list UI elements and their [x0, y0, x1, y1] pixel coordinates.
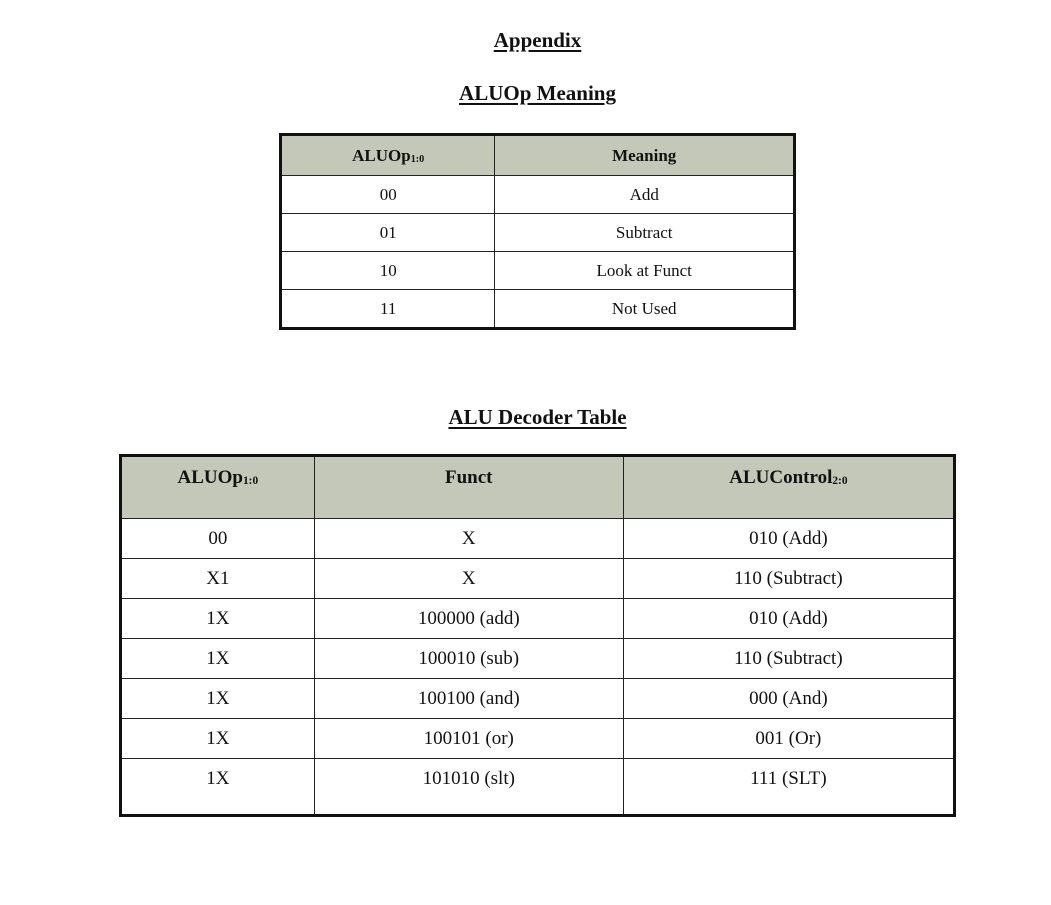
aluop-cell: 11 — [281, 290, 495, 329]
table-row — [121, 519, 955, 559]
aluop-cell: 1X — [121, 679, 315, 719]
table-row — [121, 559, 955, 599]
aluop-column-header — [121, 456, 315, 519]
alu-decoder-table — [119, 454, 956, 817]
aluop-header-label: ALUOp — [352, 145, 411, 165]
meaning-cell: Subtract — [495, 214, 795, 252]
aluop-cell: 10 — [281, 252, 495, 290]
table-row — [121, 719, 955, 759]
aluop-header-label: ALUOp — [177, 467, 243, 488]
aluop-cell: 1X — [121, 719, 315, 759]
alucontrol-header-subscript: 2:0 — [832, 475, 848, 487]
alucontrol-cell: 111 (SLT) — [623, 759, 954, 816]
funct-cell: 100101 (or) — [314, 719, 623, 759]
table-row — [281, 290, 795, 329]
meaning-cell: Look at Funct — [495, 252, 795, 290]
aluop-cell: 1X — [121, 639, 315, 679]
table-row — [121, 679, 955, 719]
alucontrol-cell: 110 (Subtract) — [623, 559, 954, 599]
alucontrol-column-header — [623, 456, 954, 519]
aluop-header-subscript: 1:0 — [410, 153, 425, 165]
aluop-cell: 1X — [121, 599, 315, 639]
table-row — [281, 252, 795, 290]
alucontrol-cell: 000 (And) — [623, 679, 954, 719]
alucontrol-header-label: ALUControl — [729, 467, 833, 488]
table-header-row — [121, 456, 955, 519]
meaning-cell: Add — [495, 176, 795, 214]
aluop-header-subscript: 1:0 — [242, 475, 259, 487]
table-row — [121, 759, 955, 816]
funct-cell: X — [314, 519, 623, 559]
alucontrol-cell: 010 (Add) — [623, 519, 954, 559]
table-row — [121, 599, 955, 639]
table-header-row — [281, 135, 795, 176]
table-row — [281, 176, 795, 214]
aluop-meaning-title: ALUOp Meaning — [459, 81, 616, 105]
funct-cell: 101010 (slt) — [314, 759, 623, 816]
funct-cell: 100000 (add) — [314, 599, 623, 639]
aluop-cell: 00 — [281, 176, 495, 214]
aluop-meaning-table — [279, 133, 796, 330]
meaning-column-header: Meaning — [495, 135, 795, 176]
alucontrol-cell: 010 (Add) — [623, 599, 954, 639]
aluop-cell: 00 — [121, 519, 315, 559]
table-row — [121, 639, 955, 679]
funct-column-header: Funct — [314, 456, 623, 519]
meaning-cell: Not Used — [495, 290, 795, 329]
alucontrol-cell: 110 (Subtract) — [623, 639, 954, 679]
appendix-title: Appendix — [493, 28, 582, 52]
funct-cell: X — [314, 559, 623, 599]
alu-decoder-title: ALU Decoder Table — [448, 405, 627, 429]
aluop-cell: 1X — [121, 759, 315, 816]
aluop-cell: 01 — [281, 214, 495, 252]
funct-cell: 100100 (and) — [314, 679, 623, 719]
aluop-cell: X1 — [121, 559, 315, 599]
aluop-column-header — [281, 135, 495, 176]
funct-cell: 100010 (sub) — [314, 639, 623, 679]
alucontrol-cell: 001 (Or) — [623, 719, 954, 759]
table-row — [281, 214, 795, 252]
